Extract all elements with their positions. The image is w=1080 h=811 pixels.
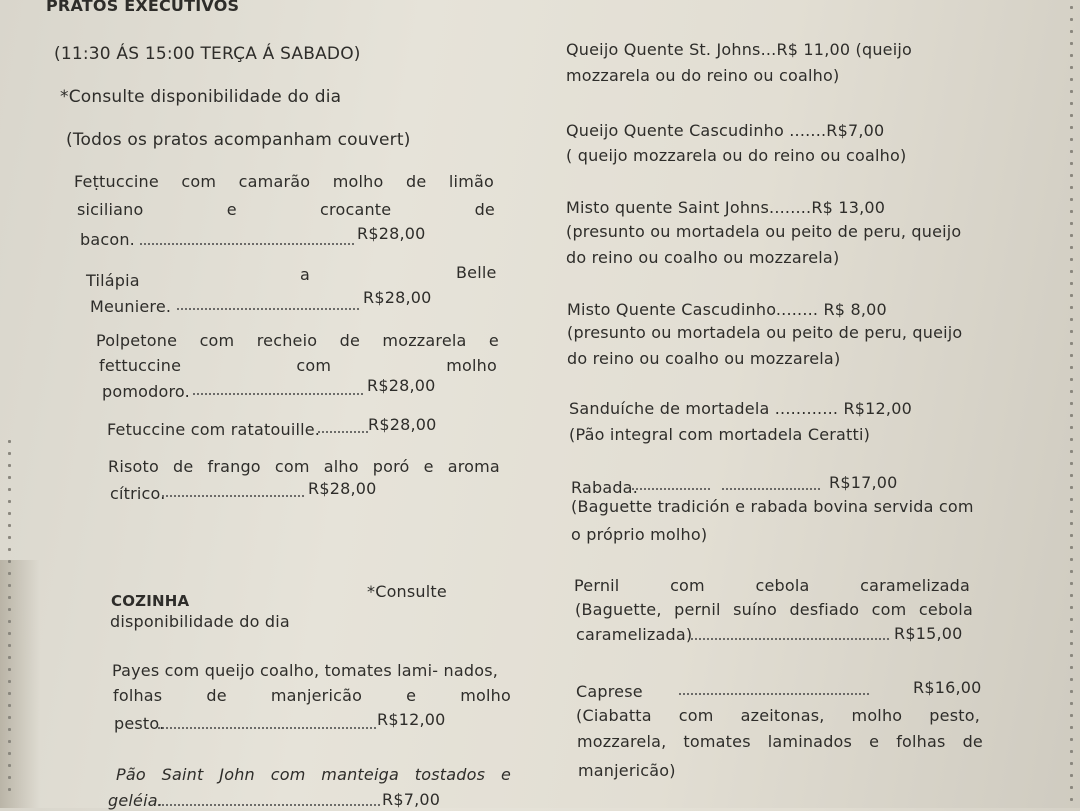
word: recheio [256, 331, 318, 350]
dotted-leader [318, 430, 368, 434]
perforation-dot [8, 476, 11, 479]
payes-line3: pesto. [114, 714, 165, 733]
word: com [181, 172, 217, 191]
perforation-dot [1070, 270, 1073, 273]
perforation-dot [1070, 726, 1073, 729]
perforation-dot [1070, 258, 1073, 261]
word: suíno [733, 600, 777, 619]
perforation-dot [8, 776, 11, 779]
queijo-st-johns-line1: Queijo Quente St. Johns...R$ 11,00 (queijo [566, 40, 912, 59]
word: com [274, 457, 310, 476]
fettuccine-camarao-line3: bacon. [80, 230, 135, 249]
polpetone-line3: pomodoro. [102, 382, 190, 401]
perforation-dot [1070, 246, 1073, 249]
dotted-leader [158, 726, 376, 730]
word: tostados [414, 765, 486, 784]
word: e [500, 765, 511, 784]
perforation-dot [8, 488, 11, 491]
perforation-dot [1070, 366, 1073, 369]
perforation-dot [1070, 138, 1073, 141]
word: de [406, 172, 427, 191]
perforation-dot [1070, 6, 1073, 9]
word: molho [851, 706, 903, 725]
perforation-dot [1070, 378, 1073, 381]
perforation-dot [8, 620, 11, 623]
perforation-dot [1070, 342, 1073, 345]
perforation-dot [1070, 18, 1073, 21]
misto-cascudinho-line1: Misto Quente Cascudinho........ R$ 8,00 [567, 300, 887, 319]
perforation-dot [1070, 798, 1073, 801]
perforation-dot [1070, 474, 1073, 477]
caprese-line4: manjericão) [578, 761, 676, 780]
ratatouille-line1: Fetuccine com ratatouille. [107, 420, 321, 439]
perforation-dot [1070, 102, 1073, 105]
word: aroma [447, 457, 500, 476]
perforation-dot [1070, 174, 1073, 177]
cozinha-availability: disponibilidade do dia [110, 612, 290, 631]
perforation-dot [8, 584, 11, 587]
perforation-dot [1070, 126, 1073, 129]
fettuccine-camarao-price: R$28,00 [357, 224, 426, 243]
polpetone-line2 [99, 356, 497, 376]
polpetone-line1 [96, 331, 499, 351]
perforation-dot [8, 524, 11, 527]
perforation-dot [1070, 318, 1073, 321]
word: de [339, 331, 361, 350]
perforation-dot [8, 752, 11, 755]
perforation-dot [1070, 690, 1073, 693]
perforation-dot [1070, 402, 1073, 405]
perforation-dot [8, 536, 11, 539]
payes-line2 [113, 686, 511, 706]
perforation-dot [1070, 222, 1073, 225]
perforation-dot [1070, 282, 1073, 285]
word: (Ciabatta [576, 706, 652, 725]
perforation-dot [1070, 90, 1073, 93]
dotted-leader [679, 692, 871, 696]
perforation-left [2, 0, 16, 808]
dotted-leader [691, 637, 891, 641]
misto-saint-johns-line1: Misto quente Saint Johns........R$ 13,00 [566, 198, 886, 217]
word: (Baguette, [575, 600, 662, 619]
tilapia-price: R$28,00 [363, 288, 432, 307]
perforation-dot [1070, 666, 1073, 669]
tilapia-word-3: Belle [456, 263, 497, 282]
dotted-leader [162, 494, 306, 498]
word: caramelizada [860, 576, 970, 595]
perforation-dot [8, 452, 11, 455]
perforation-dot [8, 512, 11, 515]
perforation-dot [8, 500, 11, 503]
perforation-dot [8, 608, 11, 611]
perforation-dot [1070, 162, 1073, 165]
perforation-dot [8, 632, 11, 635]
perforation-dot [1070, 618, 1073, 621]
misto-saint-johns-line2: (presunto ou mortadela ou peito de peru, queijo [566, 222, 962, 241]
perforation-dot [1070, 450, 1073, 453]
cozinha-title: COZINHA [111, 592, 190, 610]
perforation-dot [1070, 762, 1073, 765]
perforation-dot [1070, 642, 1073, 645]
risoto-line2: cítrico. [110, 484, 166, 503]
word: siciliano [77, 200, 144, 219]
word: cebola [918, 600, 973, 619]
dotted-leader [140, 242, 355, 246]
perforation-dot [1070, 114, 1073, 117]
word: e [423, 457, 434, 476]
perforation-dot [1070, 210, 1073, 213]
word: azeitonas, [740, 706, 825, 725]
word: e [869, 732, 880, 751]
perforation-dot [1070, 54, 1073, 57]
word: tomates [683, 732, 751, 751]
tilapia-word-1: Tilápia [86, 271, 140, 290]
word: com [871, 600, 907, 619]
risoto-line1 [108, 457, 500, 477]
perforation-dot [1070, 558, 1073, 561]
perforation-dot [8, 440, 11, 443]
perforation-dot [8, 572, 11, 575]
perforation-dot [1070, 306, 1073, 309]
word: de [206, 686, 227, 705]
perforation-dot [8, 644, 11, 647]
pernil-line2 [575, 600, 973, 620]
perforation-dot [1070, 426, 1073, 429]
dotted-leader [193, 392, 365, 396]
word: folhas [896, 732, 946, 751]
page-title: PRATOS EXECUTIVOS [46, 0, 240, 15]
polpetone-price: R$28,00 [367, 376, 436, 395]
perforation-dot [1070, 510, 1073, 513]
perforation-dot [8, 788, 11, 791]
queijo-st-johns-line2: mozzarela ou do reino ou coalho) [566, 66, 840, 85]
perforation-dot [1070, 330, 1073, 333]
pao-line1 [116, 765, 511, 785]
perforation-dot [8, 728, 11, 731]
misto-saint-johns-line3: do reino ou coalho ou mozzarela) [566, 248, 840, 267]
word: com [678, 706, 714, 725]
perforation-dot [1070, 30, 1073, 33]
perforation-dot [1070, 546, 1073, 549]
word: mozzarela, [577, 732, 667, 751]
dotted-leader [158, 803, 380, 807]
perforation-dot [8, 680, 11, 683]
tilapia-line2: Meuniere. [90, 297, 172, 316]
payes-line1: Payes com queijo coalho, tomates lami- nados, [112, 661, 499, 680]
word: molho [332, 172, 384, 191]
pernil-price: R$15,00 [894, 624, 963, 643]
word: molho [446, 356, 497, 375]
perforation-dot [1070, 42, 1073, 45]
perforation-dot [1070, 630, 1073, 633]
word: de [474, 200, 495, 219]
word: desfiado [789, 600, 860, 619]
perforation-dot [1070, 390, 1073, 393]
rabada-line2: (Baguette tradición e rabada bovina servida com [571, 497, 974, 516]
word: de [962, 732, 983, 751]
word: e [488, 331, 499, 350]
hours-text: (11:30 ÁS 15:00 TERÇA Á SABADO) [54, 44, 361, 64]
perforation-dot [1070, 498, 1073, 501]
caprese-price: R$16,00 [913, 678, 982, 697]
perforation-dot [8, 596, 11, 599]
couvert-note: (Todos os pratos acompanham couvert) [66, 130, 411, 150]
word: mozzarela [382, 331, 467, 350]
perforation-dot [1070, 570, 1073, 573]
perforation-dot [1070, 738, 1073, 741]
perforation-dot [8, 704, 11, 707]
perforation-dot [1070, 354, 1073, 357]
word: pesto, [929, 706, 980, 725]
word: e [406, 686, 417, 705]
perforation-dot [1070, 198, 1073, 201]
word: Pernil [574, 576, 620, 595]
misto-cascudinho-line3: do reino ou coalho ou mozzarela) [567, 349, 841, 368]
word: poró [372, 457, 410, 476]
perforation-dot [1070, 786, 1073, 789]
queijo-cascudinho-line2: ( queijo mozzarela ou do reino ou coalho) [566, 146, 907, 165]
word: Risoto [108, 457, 159, 476]
perforation-dot [8, 656, 11, 659]
risoto-price: R$28,00 [308, 479, 377, 498]
payes-price: R$12,00 [377, 710, 446, 729]
word: crocante [320, 200, 392, 219]
perforation-dot [1070, 534, 1073, 537]
perforation-dot [1070, 186, 1073, 189]
pernil-line1 [574, 576, 970, 596]
perforation-dot [1070, 294, 1073, 297]
perforation-dot [1070, 714, 1073, 717]
rabada-price: R$17,00 [829, 473, 898, 492]
word: John [219, 765, 255, 784]
word: Feṭtuccine [74, 172, 159, 191]
caprese-name: Caprese [576, 682, 643, 701]
perforation-dot [1070, 678, 1073, 681]
perforation-dot [8, 716, 11, 719]
word: Saint [161, 765, 204, 784]
perforation-dot [1070, 702, 1073, 705]
perforation-dot [8, 692, 11, 695]
perforation-dot [1070, 582, 1073, 585]
perforation-dot [1070, 414, 1073, 417]
word: com [670, 576, 705, 595]
word: manteiga [321, 765, 399, 784]
word: com [270, 765, 306, 784]
cozinha-consulte: *Consulte [367, 582, 447, 601]
perforation-dot [1070, 438, 1073, 441]
word: Polpetone [96, 331, 178, 350]
caprese-line3 [577, 732, 983, 752]
perforation-dot [1070, 654, 1073, 657]
word: camarão [238, 172, 311, 191]
perforation-dot [1070, 150, 1073, 153]
availability-note: *Consulte disponibilidade do dia [60, 87, 342, 107]
word: de [173, 457, 194, 476]
perforation-dot [1070, 594, 1073, 597]
perforation-dot [8, 764, 11, 767]
perforation-dot [8, 548, 11, 551]
word: molho [460, 686, 511, 705]
pao-line2: geléia. [108, 791, 164, 810]
perforation-dot [1070, 78, 1073, 81]
word: manjericão [270, 686, 363, 705]
word: Pão [116, 765, 146, 784]
caprese-line2 [576, 706, 980, 726]
fettuccine-camarao-line1 [74, 172, 494, 192]
word: frango [207, 457, 261, 476]
rabada-name: Rabada. [571, 478, 638, 497]
perforation-dot [1070, 774, 1073, 777]
perforation-dot [1070, 750, 1073, 753]
perforation-dot [1070, 486, 1073, 489]
dotted-leader [632, 487, 822, 491]
queijo-cascudinho-line1: Queijo Quente Cascudinho .......R$7,00 [566, 121, 885, 140]
perforation-dot [8, 740, 11, 743]
perforation-right [1064, 0, 1078, 808]
sanduiche-line2: (Pão integral com mortadela Ceratti) [569, 425, 871, 444]
word: pernil [674, 600, 721, 619]
word: com [199, 331, 235, 350]
word: fettuccine [99, 356, 182, 375]
perforation-dot [8, 560, 11, 563]
word: alho [323, 457, 359, 476]
misto-cascudinho-line2: (presunto ou mortadela ou peito de peru, queijo [567, 323, 963, 342]
dotted-leader [177, 307, 361, 311]
perforation-dot [1070, 234, 1073, 237]
perforation-dot [1070, 462, 1073, 465]
tilapia-word-2: a [300, 265, 311, 284]
perforation-dot [1070, 522, 1073, 525]
perforation-dot [1070, 66, 1073, 69]
word: cebola [755, 576, 810, 595]
word: com [296, 356, 332, 375]
word: limão [448, 172, 494, 191]
sanduiche-line1: Sanduíche de mortadela ............ R$12,00 [569, 399, 912, 418]
word: e [226, 200, 237, 219]
pernil-line3: caramelizada) [576, 625, 693, 644]
fettuccine-camarao-line2 [77, 200, 495, 220]
perforation-dot [1070, 606, 1073, 609]
word: laminados [767, 732, 853, 751]
pao-price: R$7,00 [382, 790, 441, 809]
ratatouille-price: R$28,00 [368, 415, 437, 434]
perforation-dot [8, 464, 11, 467]
rabada-line3: o próprio molho) [571, 525, 708, 544]
word: folhas [113, 686, 163, 705]
perforation-dot [8, 668, 11, 671]
